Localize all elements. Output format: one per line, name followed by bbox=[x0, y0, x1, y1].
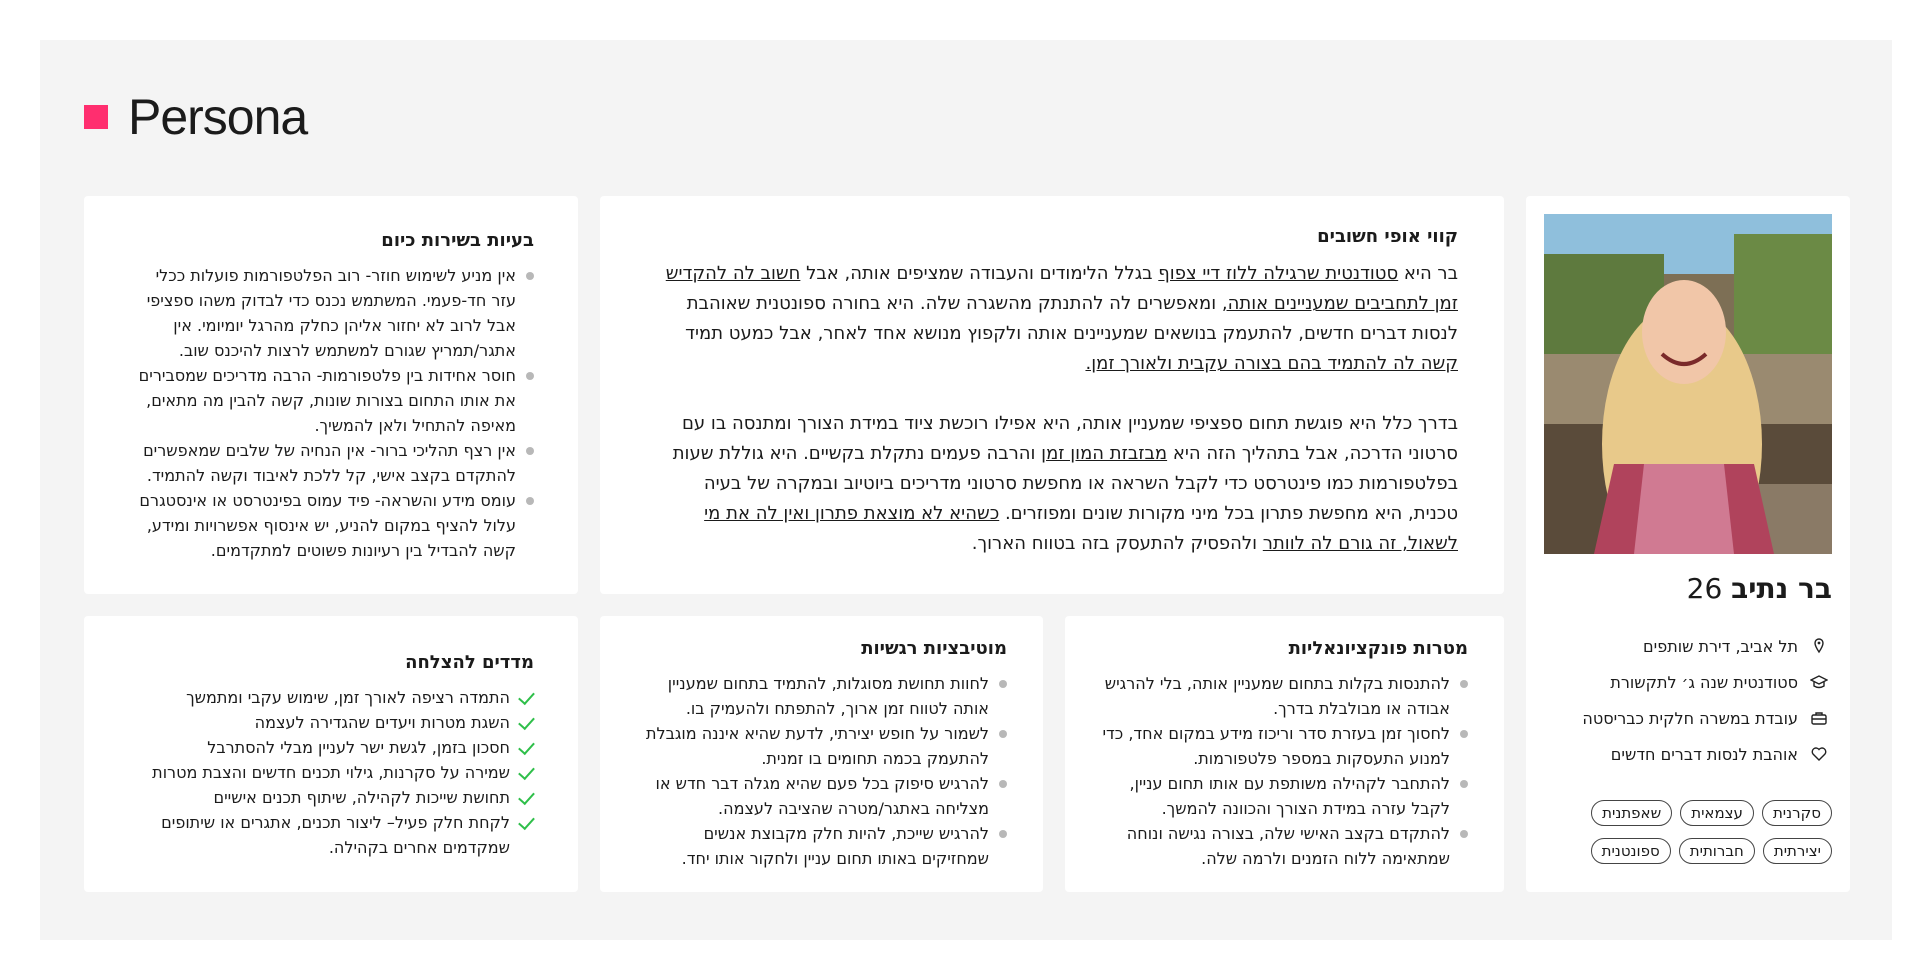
list-item: חוסר אחידות בין פלטפורמות- הרבה מדריכים שמסבירים את אותו התחום בצורות שונות, קשה להבין מה מתאים, מאיפה להתחיל ולאן להמשיך. bbox=[128, 363, 534, 438]
list-item: להתנסות בקלות בתחום שמעניין אותה, בלי להרגיש אבודה או מבולבלת בדרך. bbox=[1101, 671, 1468, 721]
traits-paragraph-2 bbox=[650, 409, 1458, 559]
list-item bbox=[110, 785, 534, 810]
paragraph-text: בגלל הלימודים והעבודה שמציפים אותה, אבל bbox=[800, 263, 1159, 284]
profile-facts bbox=[1542, 628, 1832, 772]
list-item: להתקדם בקצב האישי שלה, בצורה נגישה ונוחה שמתאימה ללוח הזמנים ולרמה שלה. bbox=[1101, 821, 1468, 871]
paragraph-text: ולהפסיק להתעסק בזה בטווח הארוך. bbox=[971, 533, 1263, 554]
profile-age: 26 bbox=[1686, 572, 1723, 605]
fact-location bbox=[1542, 628, 1832, 664]
page-header bbox=[84, 88, 307, 146]
list-item: לחסוך זמן בעזרת סדר וריכוז מידע במקום אחד, כדי למנוע התעסקות במספר פלטפורמות. bbox=[1101, 721, 1468, 771]
success-metrics-heading: מדדים להצלחה bbox=[405, 652, 534, 673]
trait-tag: ספונטנית bbox=[1591, 838, 1671, 864]
trait-tag: סקרנית bbox=[1762, 800, 1832, 826]
title-accent-square bbox=[84, 105, 108, 129]
fact-text: תל אביב, דירת שותפים bbox=[1643, 636, 1798, 656]
list-item-text: לקחת חלק פעיל– ליצור תכנים, אתגרים או שיתופים שמקדמים אחרים בקהילה. bbox=[161, 813, 510, 857]
briefcase-icon bbox=[1806, 711, 1832, 725]
trait-tag: חברותית bbox=[1679, 838, 1755, 864]
underlined-phrase: כשהיא לא מוצאת פתרון ואין לה את מי לשאול, זה גורם לה לוותר bbox=[704, 503, 1458, 554]
fact-text: עובדת במשרה חלקית כבריסטה bbox=[1582, 708, 1798, 728]
list-item: להתחבר לקהילה משותפת עם אותו תחום עניין, לקבל עזרה במידת הצורך והכוונה להמשך. bbox=[1101, 771, 1468, 821]
graduation-cap-icon bbox=[1806, 675, 1832, 689]
list-item: לשמור על חופש יצירתי, לדעת שהיא איננה מוגבלת להתעמק בכמה תחומים בו זמנית. bbox=[636, 721, 1007, 771]
paragraph-text: ומאפשרים לה להתנתק מהשגרה שלה. היא בחורה ספונטנית שאוהבת לנסות דברים חדשים, להתעמק בנושאים שמעניינים אותה ולקפוץ מנושא אחד לאחר, אבל כמעט תמיד bbox=[685, 293, 1458, 344]
emotional-motivations-card bbox=[600, 616, 1043, 892]
check-icon bbox=[518, 738, 535, 755]
functional-goals-heading: מטרות פונקציונאליות bbox=[1288, 638, 1468, 659]
list-item-text: שמירה על סקרנות, גילוי תכנים חדשים והצבת מטרות bbox=[152, 763, 510, 782]
list-item-text: השגת מטרות ויעדים שהגדירה לעצמה bbox=[254, 713, 510, 732]
paragraph-text: בר היא bbox=[1398, 263, 1458, 284]
profile-name: בר נתיב bbox=[1731, 572, 1832, 605]
check-icon bbox=[518, 688, 535, 705]
trait-tag: שאפתנית bbox=[1591, 800, 1672, 826]
list-item bbox=[110, 760, 534, 785]
functional-goals-list bbox=[1101, 671, 1468, 871]
list-item-text: תחושת שייכות לקהילה, שיתוף תכנים אישיים bbox=[213, 788, 510, 807]
profile-photo bbox=[1544, 214, 1832, 554]
fact-text: סטודנטית שנה ג׳ לתקשורת bbox=[1610, 672, 1798, 692]
list-item: אין מניע לשימוש חוזר- רוב הפלטפורמות פועלות ככלי עזר חד-פעמי. המשתמש נכנס כדי לבדוק משהו ספציפי אבל לרוב לא יחזור אליהן כחלק מהרגל יומיומי. אין אתגר/תמריץ שגורם למשתמש לרצות להיכנס שוב. bbox=[128, 263, 534, 363]
check-icon bbox=[518, 788, 535, 805]
list-item: להרגיש סיפוק בכל פעם שהיא מגלה דבר חדש או מצליחה באתגר/מטרה שהציבה לעצמה. bbox=[636, 771, 1007, 821]
persona-board bbox=[40, 40, 1892, 940]
list-item: אין רצף תהליכי ברור- אין הנחיה של שלבים שמאפשרים להתקדם בקצב אישי, קל ללכת לאיבוד וקשה להתמיד. bbox=[128, 438, 534, 488]
success-metrics-list bbox=[110, 685, 534, 860]
location-pin-icon bbox=[1806, 638, 1832, 654]
underlined-phrase: מבזבזת המון זמן bbox=[1041, 443, 1168, 464]
trait-tags bbox=[1542, 800, 1832, 864]
underlined-phrase: קשה לה להתמיד בהם בצורה עקבית ולאורך זמן. bbox=[1085, 353, 1458, 374]
fact-education bbox=[1542, 664, 1832, 700]
traits-heading: קווי אופי חשובים bbox=[1317, 226, 1458, 247]
list-item: להרגיש שייכת, להיות חלק מקבוצת אנשים שמחזיקים באותו תחום עניין ולחקור אותו יחד. bbox=[636, 821, 1007, 871]
list-item: עומס מידע והשראה- פיד עמוס בפינטרסט או אינסטגרם עלול להציף במקום להניע, יש אינסוף אפשרויות ומידע, קשה להבדיל בין רעיונות פשוטים למתקדמים. bbox=[128, 488, 534, 563]
list-item bbox=[110, 735, 534, 760]
list-item-text: התמדה רציפה לאורך זמן, שימוש עקבי ומתמשך bbox=[186, 688, 510, 707]
page-title: Persona bbox=[128, 89, 308, 145]
emotional-motivations-heading: מוטיבציות רגשיות bbox=[861, 638, 1007, 659]
paragraph-text: והרבה פעמים נתקלת בקשיים. היא גוללת שעות בפלטפורמות כמו פינטרסט כדי לקבל השראה או מחפשת סרטוני מדריכים ביוטיוב ובמקרה של בעיה טכנית, היא מחפשת פתרון בכל מיני מקורות שונים ומפוזרים. bbox=[672, 443, 1458, 524]
profile-name-row bbox=[1687, 572, 1832, 605]
success-metrics-card bbox=[84, 616, 578, 892]
profile-photo-illustration bbox=[1544, 214, 1832, 554]
trait-tag: יצירתית bbox=[1763, 838, 1832, 864]
list-item bbox=[110, 810, 534, 860]
profile-card bbox=[1526, 196, 1850, 892]
traits-card bbox=[600, 196, 1504, 594]
fact-work bbox=[1542, 700, 1832, 736]
check-icon bbox=[518, 813, 535, 830]
problems-list bbox=[128, 263, 534, 563]
problems-card bbox=[84, 196, 578, 594]
paragraph-text: בדרך כלל היא פוגשת תחום ספציפי שמעניין אותה, היא אפילו רוכשת ציוד במידת הצורך ומתנסה בו עם סרטוני הדרכה, אבל בתהליך הזה היא bbox=[681, 413, 1458, 464]
trait-tag: עצמאית bbox=[1680, 800, 1754, 826]
emotional-motivations-list bbox=[636, 671, 1007, 871]
functional-goals-card bbox=[1065, 616, 1504, 892]
underlined-phrase: סטודנטית שרגילה ללוז דיי צפוף bbox=[1158, 263, 1399, 284]
fact-hobby bbox=[1542, 736, 1832, 772]
fact-text: אוהבת לנסות דברים חדשים bbox=[1610, 744, 1798, 764]
check-icon bbox=[518, 713, 535, 730]
underlined-phrase: חשוב לה להקדיש זמן לתחביבים שמעניינים אותה, bbox=[665, 263, 1458, 314]
problems-heading: בעיות בשירות כיום bbox=[381, 230, 534, 251]
check-icon bbox=[518, 763, 535, 780]
list-item bbox=[110, 710, 534, 735]
list-item bbox=[110, 685, 534, 710]
heart-icon bbox=[1806, 747, 1832, 761]
list-item: לחוות תחושת מסוגלות, להתמיד בתחום שמעניין אותה לטווח זמן ארוך, להתפתח ולהעמיק בו. bbox=[636, 671, 1007, 721]
traits-paragraph-1 bbox=[650, 259, 1458, 379]
list-item-text: חסכון בזמן, לגשת ישר לעניין מבלי להסתרבל bbox=[207, 738, 510, 757]
